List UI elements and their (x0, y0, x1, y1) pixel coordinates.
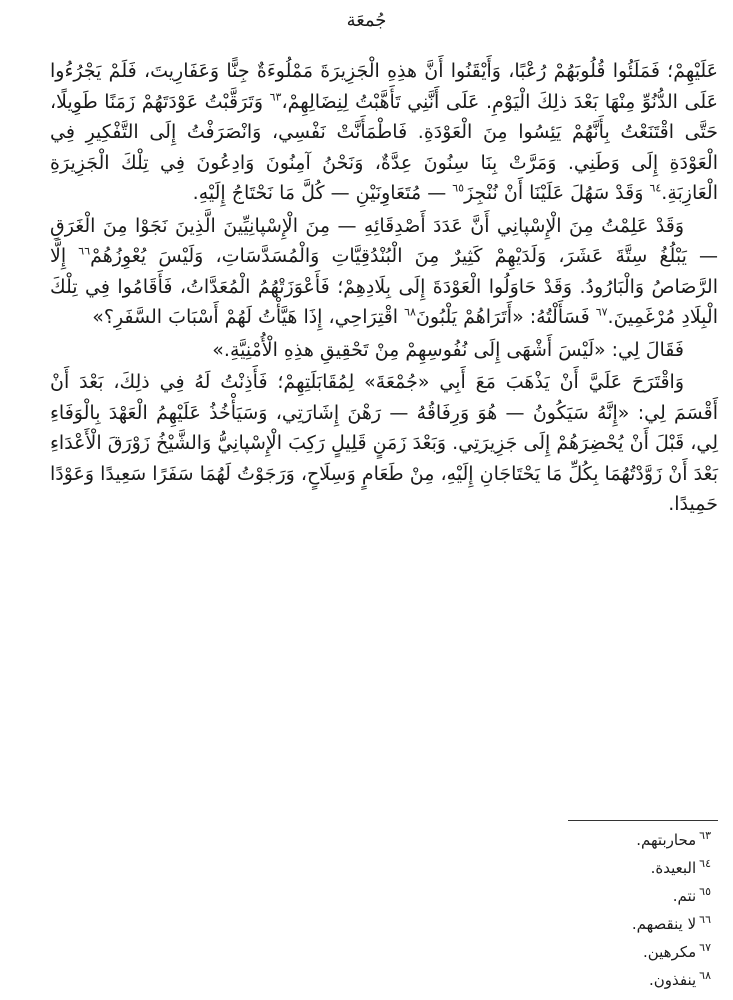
footnote-ref-63[interactable]: ٦٣ (269, 90, 282, 104)
footnote-ref-66[interactable]: ٦٦ (78, 244, 91, 258)
text-run: إِلَّا الرَّصَاصُ وَالْبَارُودُ. وَقَدْ حَاوَلُوا الْعَوْدَةَ إِلَى بِلَادِهِمْ؛ فَأَعْوَزَتْهُمُ الْمُعَدَّاتُ، فَأَقَامُوا فِي تِلْكَ الْبِلَادِ مُرْغَمِينَ. (50, 245, 718, 328)
footnote-63 (411, 826, 711, 854)
footnote-text: البعيدة. (650, 859, 697, 877)
footnote-text: ينفذون. (648, 971, 697, 989)
footnote-number: ٦٨ (699, 969, 711, 982)
text-run: وَتَرَقَّبْتُ عَوْدَتَهُمْ زَمَنًا طَوِيلًا، حَتَّى اقْتَنَعْتُ بِأَنَّهُمْ يَئِسُوا مِنَ الْعَوْدَةِ. فَاطْمَأَنَّتْ نَفْسِي، وَانْصَرَفْتُ إِلَى التَّفْكِيرِ فِي الْعَوْدَةِ إِلَى وَطَنِي. وَمَرَّتْ بِنَا سِنُونَ عِدَّةٌ، وَنَحْنُ آمِنُونَ وَادِعُونَ فِي تِلْكَ الْجَزِيرَةِ الْعَازِبَةِ. (50, 90, 718, 204)
footnote-ref-64[interactable]: ٦٤ (649, 181, 662, 195)
text-run: — مُتَعَاوِنَيْنِ — كُلَّ مَا نَحْتَاجُ إِلَيْهِ. (192, 182, 453, 204)
text-run: فَسَأَلْتُهُ: «أَتَرَاهُمْ يَلْبُونَ (415, 306, 596, 328)
footnote-number: ٦٦ (699, 913, 711, 926)
text-run: اقْتِرَاحِي، إِذَا هَيَّأْتُ لَهُمْ أَسْبَابَ السَّفَرِ؟» (92, 306, 405, 328)
footnote-text: لا ينقصهم. (631, 915, 697, 933)
footnote-number: ٦٧ (699, 941, 711, 954)
footnote-number: ٦٥ (699, 885, 711, 898)
footnote-66 (411, 910, 711, 938)
text-run: وَقَدْ سَهُلَ عَلَيْنَا أَنْ نُنْجِزَ (464, 182, 650, 204)
text-run: عَلَيْهِمْ؛ فَمَلَئُوا قُلُوبَهُمْ رُعْبًا، وَأَيْقَنُوا أَنَّ هذِهِ الْجَزِيرَةَ مَمْلُوءَةٌ جِنًّا وَعَفَارِيتَ، فَلَمْ يَجْرُءُوا عَلَى الدُّنُوِّ مِنْهَا بَعْدَ ذلِكَ الْيَوْمِ. عَلَى أَنَّنِي تَأَهَّبْتُ لِنِضَالِهِمْ، (50, 60, 719, 113)
footnote-64 (411, 854, 711, 882)
paragraph-4: وَاقْتَرَحَ عَلَيَّ أَنْ يَذْهَبَ مَعَ أَبِي «جُمْعَةَ» لِمُقَابَلَتِهِمْ؛ فَأَذِنْتُ لَهُ فِي ذلِكَ، بَعْدَ أَنْ أَقْسَمَ لِي: «إِنَّهُ سَيَكُونُ — هُوَ وَرِفَاقُهُ — رَهْنَ إِشَارَتِي، وَسَيَأْخُذُ عَلَيْهِمُ الْعَهْدَ بِالْوَفَاءِ لِي، قَبْلَ أَنْ يُحْضِرَهُمْ إِلَى جَزِيرَتِي. وَبَعْدَ زَمَنٍ قَلِيلٍ رَكِبَ الْإِسْپانِيُّ وَالشَّيْخُ زَوْرَقَ الْأَعْدَاءِ بَعْدَ أَنْ زَوَّدْتُهُمَا بِكُلِّ مَا يَحْتَاجَانِ إِلَيْهِ، مِنْ طَعَامٍ وَسِلَاحٍ، وَرَجَوْتُ لَهُمَا سَفَرًا سَعِيدًا وَعَوْدًا حَمِيدًا. (50, 371, 718, 515)
footnote-number: ٦٣ (699, 829, 711, 842)
text-run: وَقَدْ عَلِمْتُ مِنَ الْإِسْپانِي أَنَّ عَدَدَ أَصْدِقَائِهِ — مِنَ الْإِسْپانِيِّينَ الَّذِينَ نَجَوْا مِنَ الْغَرَقِ — يَبْلُغُ سِتَّةَ عَشَرَ، وَلَدَيْهِمْ كَثِيرٌ مِنَ الْبُنْدُقِيَّاتِ وَالْمُسَدَّسَاتِ، وَلَيْسَ يُعْوِزُهُمْ (50, 214, 719, 267)
main-text (50, 56, 718, 520)
footnote-67 (411, 938, 711, 966)
paragraph-1 (50, 56, 718, 209)
paragraph-3: فَقَالَ لِي: «لَيْسَ أَشْهَى إِلَى نُفُوسِهِمْ مِنْ تَحْقِيقِ هذِهِ الْأُمْنِيَّةِ.» (212, 338, 684, 361)
footnote-text: محاربتهم. (636, 831, 697, 849)
footnote-text: نتم. (672, 887, 697, 905)
footnote-ref-65[interactable]: ٦٥ (452, 181, 465, 195)
footnote-ref-68[interactable]: ٦٨ (404, 305, 416, 319)
footnote-number: ٦٤ (699, 857, 711, 870)
paragraph-2 (50, 211, 718, 333)
footnote-68 (411, 966, 711, 994)
footnote-65 (411, 882, 711, 910)
footnote-ref-67[interactable]: ٦٧ (595, 305, 608, 319)
footnote-divider (568, 820, 718, 821)
footnote-text: مكرهين. (642, 943, 697, 961)
footnotes (411, 826, 711, 994)
running-title: جُمعَة (346, 10, 387, 31)
